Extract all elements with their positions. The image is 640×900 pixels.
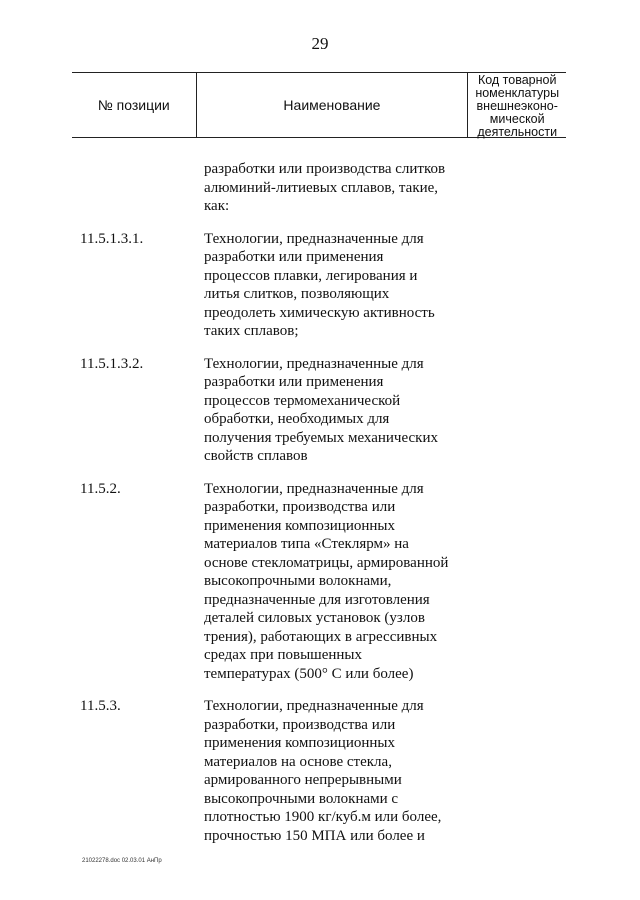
header-code: Код товарной номенклатуры внешнеэконо- мической деятельности [475,72,560,139]
table-row [0,480,640,684]
table-row [0,355,640,466]
row-text: разработки или производства слитков алюминий-литиевых сплавов, такие, как: [204,161,446,214]
row-text: Технологии, предназначенные для разработки, производства или применения композиционных материалов типа «Стеклярм» на основе стекломатрицы, армированной высокопрочными волокнами, предназначенные для изготовления деталей силовых установок (узлов трения), работающих в агрессивных средах при повышенных температурах (500° С или более) [204,480,449,682]
row-number: 11.5.2. [80,480,121,497]
table-row [0,160,640,216]
table-row [0,697,640,845]
row-number: 11.5.1.3.1. [80,230,144,247]
row-number: 11.5.3. [80,698,121,714]
document-footer: 21022278.doc 02.03.01 АнПр [82,858,162,864]
row-text: Технологии, предназначенные для разработки или применения процессов плавки, легирования и литья слитков, позволяющих преодолеть химическую активность таких сплавов; [204,230,435,339]
table-body [0,160,640,859]
row-text: Технологии, предназначенные для разработки или применения процессов термомеханической обработки, необходимых для получения требуемых механических свойств сплавов [204,355,438,464]
page-number: 29 [311,34,329,53]
table-header [72,72,566,138]
row-number: 11.5.1.3.2. [80,355,144,372]
table-row [0,230,640,341]
header-position: № позиции [72,73,197,137]
row-text: Технологии, предназначенные для разработки, производства или применения композиционных материалов на основе стекла, армированного непрерывными высокопрочными волокнами с плотностью 1900 кг/куб.м или более, прочностью 150 МПА или более и [204,698,442,844]
row-number [0,160,204,216]
header-name: Наименование [197,73,469,137]
